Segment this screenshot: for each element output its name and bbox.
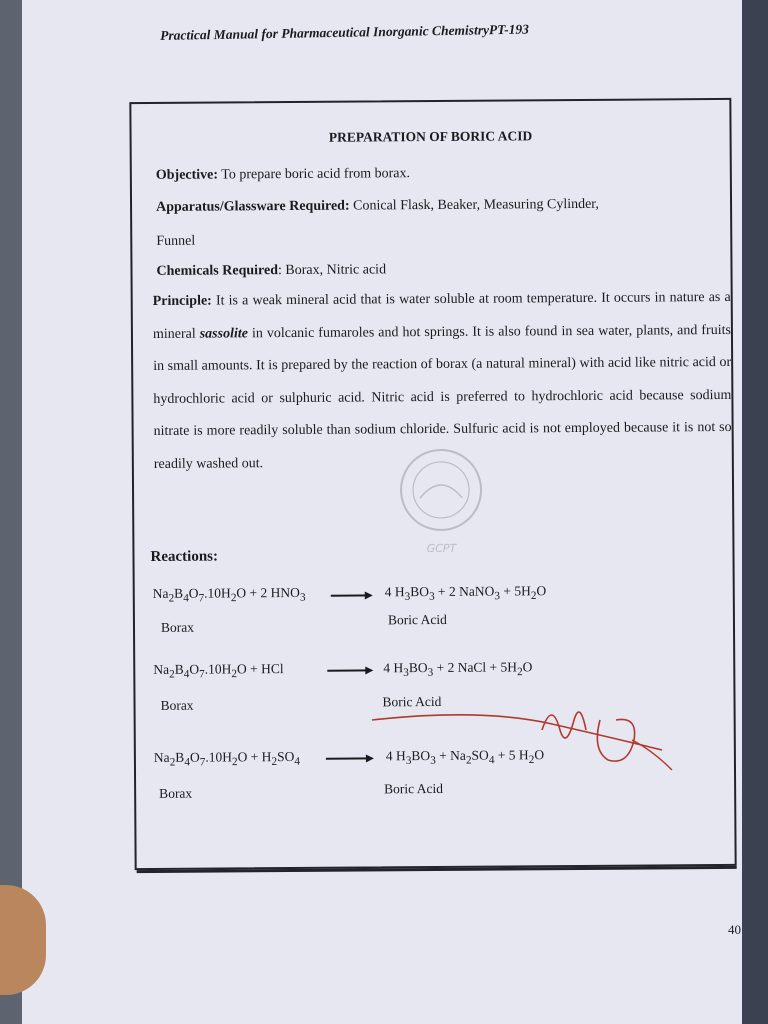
reaction-3-product-name: Boric Acid (384, 780, 444, 797)
chemicals-text: : Borax, Nitric acid (277, 262, 387, 279)
objective-label: Objective: (155, 167, 219, 183)
reaction-2-reactants: $Na_2B_4O_7.10H_2O$ + HCl (153, 661, 284, 681)
reaction-1-products: 4 $H_3BO_3 + 2$ NaNO$_3$ + $5H_2O$ (384, 583, 547, 603)
reaction-3-products: 4 $H_3BO_3 + Na_2SO_4 + 5$ $H_2O$ (385, 747, 545, 767)
reaction-arrow (327, 669, 371, 671)
chemicals-label: Chemicals Required (156, 263, 279, 279)
objective-line (156, 164, 716, 184)
principle-label: Principle: (152, 293, 212, 309)
apparatus-label: Apparatus/Glassware Required: (156, 198, 350, 215)
handwritten-signature (362, 690, 682, 780)
reaction-arrow (331, 594, 371, 596)
stamp-text: GCPT (426, 541, 457, 556)
running-header: Practical Manual for Pharmaceutical Inorganic ChemistryPT-193 (160, 21, 530, 43)
college-stamp (388, 442, 495, 561)
book-spine (742, 0, 768, 1024)
reaction-3-reactants: $Na_2B_4O_7.10H_2O + H_2SO_4$ (153, 748, 301, 769)
apparatus-line (156, 196, 716, 216)
principle-text-1: It is a weak mineral acid that is water soluble at room temperature. It occurs in nature as a mineral (152, 289, 731, 342)
reaction-2-product-name: Boric Acid (382, 693, 442, 710)
experiment-title: PREPARATION OF BORIC ACID (328, 128, 533, 145)
principle-text-2: in volcanic fumaroles and hot springs. It is also found in sea water, plants, and fruits in small amounts. It is prepared by the reaction of borax (a natural mineral) with acid like nitric acid or hydrochloric acid or sulphuric acid. Nitric acid is preferred to hydrochloric acid because sodium nitrate is more readily soluble than sodium chloride. Sulfuric acid is not employed because it is not so readily washed out. (153, 322, 732, 472)
reaction-2-products: 4 $H_3BO_3 + 2$ NaCl + $5H_2O$ (383, 659, 533, 679)
reaction-1-product-name: Boric Acid (387, 611, 447, 628)
reactions-heading: Reactions: (150, 548, 219, 565)
reaction-1-reactant-name: Borax (160, 619, 195, 635)
bleed-through-text (107, 120, 116, 145)
reaction-1-reactants: $Na_2B_4O_7.10H_2O + 2$ $HNO_3$ (152, 584, 306, 605)
mineral-name: sassolite (199, 325, 248, 342)
page-number: 40 (728, 922, 741, 937)
apparatus-text: Conical Flask, Beaker, Measuring Cylinder, (349, 196, 599, 214)
objective-text: To prepare boric acid from borax. (217, 166, 411, 183)
chemicals-line (156, 260, 716, 280)
reaction-2-reactant-name: Borax (160, 697, 194, 713)
document-page (22, 0, 744, 1024)
apparatus-line-cont: Funnel (156, 233, 196, 249)
reaction-3-reactant-name: Borax (159, 785, 193, 801)
